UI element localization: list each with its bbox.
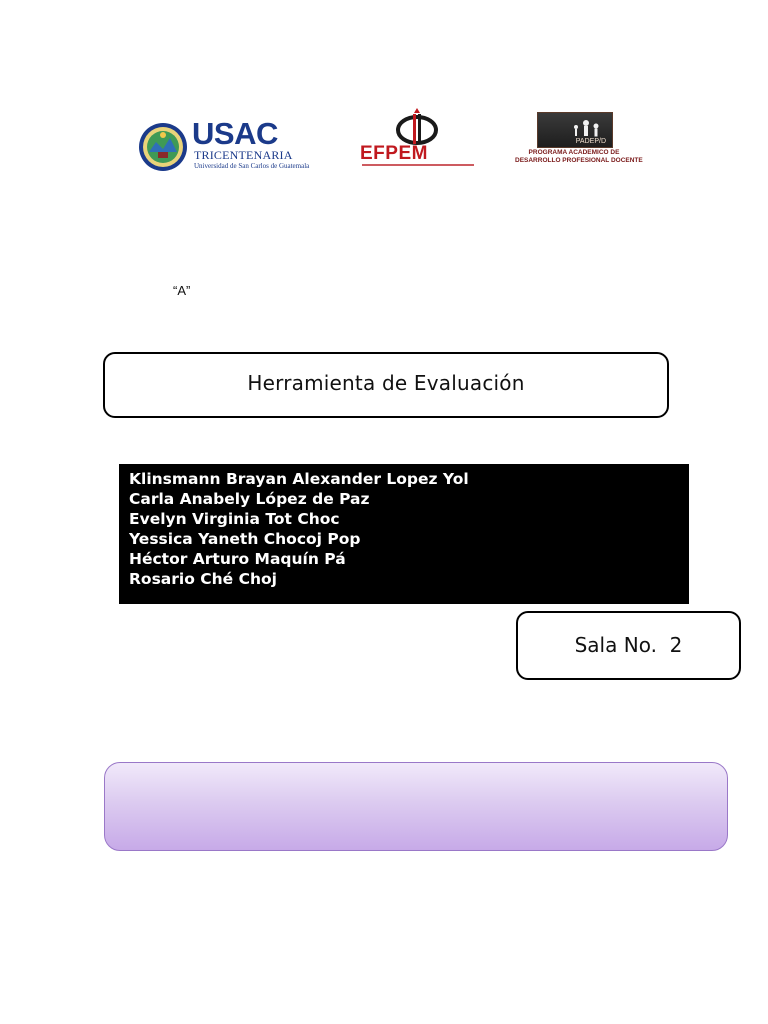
efpem-underline [362,164,474,166]
member-name: Carla Anabely López de Paz [129,490,370,508]
usac-caption: Universidad de San Carlos de Guatemala [194,162,310,170]
padep-badge [537,112,613,148]
efpem-emblem-icon [394,108,440,146]
member-name: Klinsmann Brayan Alexander Lopez Yol [129,470,469,488]
usac-seal-icon [138,122,188,172]
members-list [119,464,689,604]
usac-subtitle: TRICENTENARIA [194,148,293,162]
room-box [516,611,741,680]
document-title: Herramienta de Evaluación [247,371,525,395]
room-label: Sala No. 2 [574,632,683,657]
efpem-title: EFPEM [360,143,428,164]
member-name: Yessica Yaneth Chocoj Pop [129,530,361,548]
section-letter: “A” [173,283,191,298]
padep-logo [515,112,643,168]
member-name: Evelyn Virginia Tot Choc [129,510,340,528]
efpem-logo [358,108,478,170]
usac-logo [138,116,310,174]
padep-line-2: DESARROLLO PROFESIONAL DOCENTE [515,157,643,164]
member-name: Rosario Ché Choj [129,570,277,588]
member-name: Héctor Arturo Maquín Pá [129,550,346,568]
purple-panel [104,762,728,851]
padep-line-1: PROGRAMA ACADEMICO DE [528,149,620,156]
padep-badge-text: PADEP/D [575,138,606,145]
usac-title: USAC [192,116,278,151]
title-box [103,352,669,418]
